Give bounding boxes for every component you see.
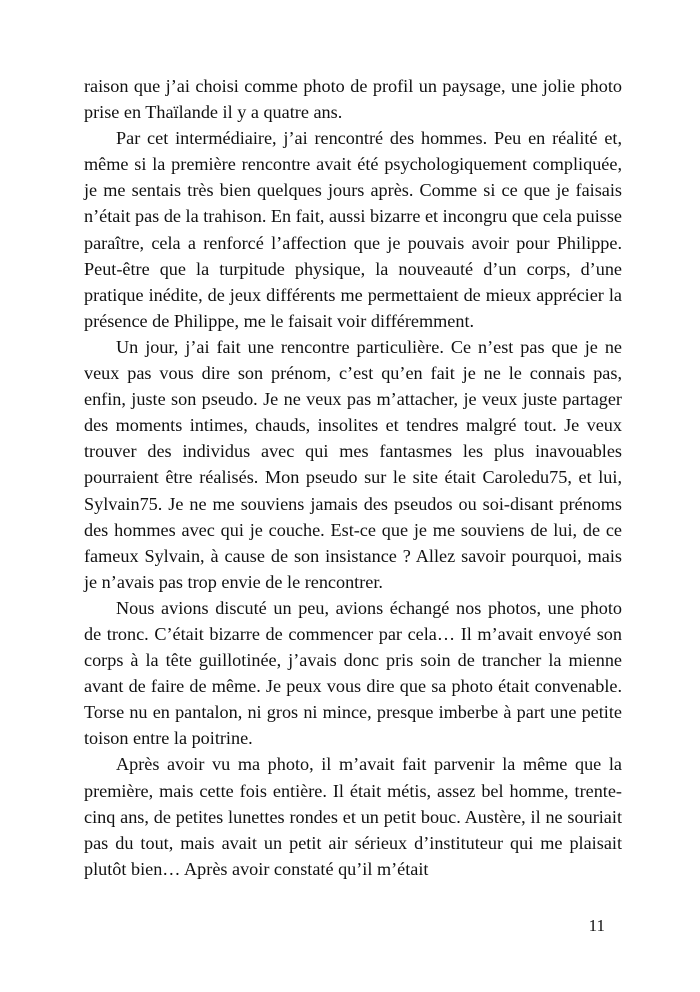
paragraph-3: Un jour, j’ai fait une rencontre particulière. Ce n’est pas que je ne veux pas vous dire son prénom, c’est qu’en fait je ne le connais pas, enfin, juste son pseudo. Je ne veux pas m’attacher, je veux juste partager des moments intimes, chauds, insolites et tendres malgré tout. Je veux trouver des individus avec qui mes fantasmes les plus inavouables pourraient être réalisés. Mon pseudo sur le site était Caroledu75, et lui, Sylvain75. Je ne me souviens jamais des pseudos ou soi-disant prénoms des hommes avec qui je couche. Est-ce que je me souviens de lui, de ce fameux Sylvain, à cause de son insistance ? Allez savoir pourquoi, mais je n’avais pas trop envie de le rencontrer. — [84, 336, 622, 592]
paragraph-2: Par cet intermédiaire, j’ai rencontré des hommes. Peu en réalité et, même si la première rencontre avait été psychologiquement compliquée, je me sentais très bien quelques jours après. Comme si ce que je faisais n’était pas de la trahison. En fait, aussi bizarre et incongru que cela puisse paraître, cela a renforcé l’affection que je pouvais avoir pour Philippe. Peut-être que la turpitude physique, la nouveauté d’un corps, d’une pratique inédite, de jeux différents me permettaient de mieux apprécier la présence de Philippe, me le faisait voir différemment. — [84, 128, 622, 331]
page-number: 11 — [588, 916, 605, 935]
paragraph-4: Nous avions discuté un peu, avions échangé nos photos, une photo de tronc. C’était bizarre de commencer par cela… Il m’avait envoyé son corps à la tête guillotinée, j’avais donc pris soin de trancher la mienne avant de faire de même. Je peux vous dire que sa photo était convenable. Torse nu en pantalon, ni gros ni mince, presque imberbe à part une petite toison entre la poitrine. — [84, 597, 622, 749]
paragraph-5: Après avoir vu ma photo, il m’avait fait parvenir la même que la première, mais cette fois entière. Il était métis, assez bel homme, trente-cinq ans, de petites lunettes rondes et un petit bouc. Austère, il ne souriait pas du tout, mais avait un petit air sérieux d’instituteur qui me plaisait plutôt bien… Après avoir constaté qu’il m’était — [84, 754, 622, 879]
paragraph-1: raison que j’ai choisi comme photo de profil un paysage, une jolie photo prise en Thaïlande il y a quatre ans. — [84, 76, 622, 123]
body-text — [84, 73, 622, 882]
